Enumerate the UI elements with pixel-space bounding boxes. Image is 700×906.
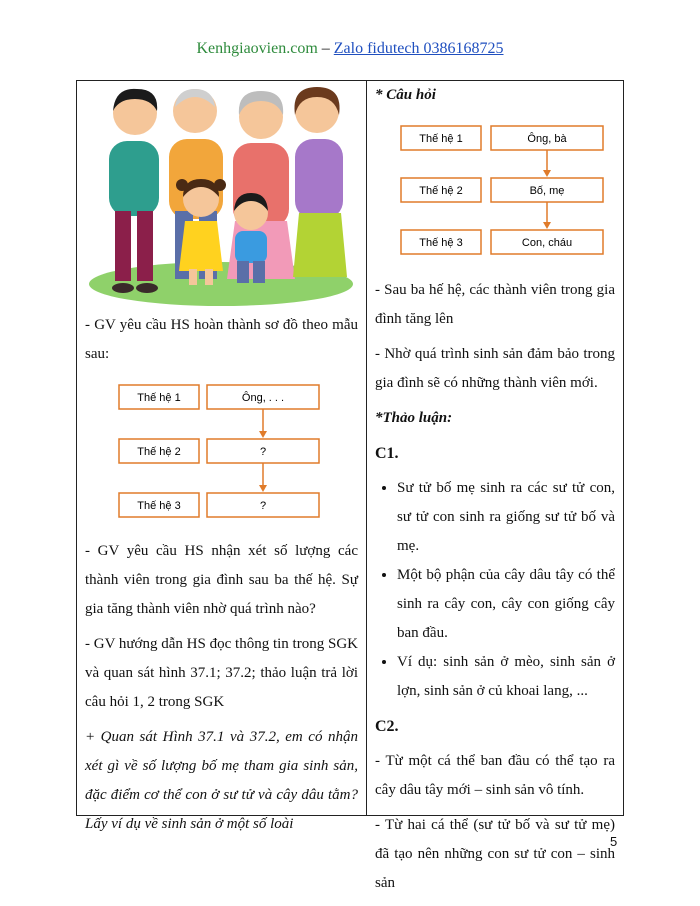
lesson-table [76,80,624,891]
answer-row-2 [401,178,603,202]
template-row-1 [119,385,319,409]
c1-label: C1. [375,445,399,462]
template-value-1: Ông, . . . [241,392,285,404]
father-figure [109,89,159,293]
page-header [0,40,700,58]
template-row-2 [119,439,319,463]
answer-arrowhead-2 [543,222,551,229]
answer-diagram [375,114,615,264]
answer-row-1 [401,126,603,150]
family-illustration [85,81,358,311]
answer-value-2: Bố, mẹ [529,185,565,197]
observation-task: - GV yêu cầu HS nhận xét số lượng các thành viên trong gia đình sau ba thế hệ. Sự gia tăng thành viên nhờ quá trình nào? [85,543,358,617]
answer-row-3 [401,230,603,254]
template-arrowhead-1 [259,431,267,438]
answer-1: - Sau ba hế hệ, các thành viên trong gia đình tăng lên [375,282,615,327]
discussion-heading: *Thảo luận: [375,410,453,426]
template-row-3 [119,493,319,517]
guidance-text: - GV hướng dẫn HS đọc thông tin trong SGK và quan sát hình 37.1; 37.2; thảo luận trả lời câu hỏi 1, 2 trong SGK [85,636,358,710]
template-gen-3: Thế hệ 3 [137,500,181,512]
header-link[interactable]: Zalo fidutech 0386168725 [333,40,504,57]
c1-item: • Một bộ phận của cây dâu tây có thể sinh ra cây con, cây con giống cây ban đầu. [397,561,615,648]
template-diagram [85,381,357,531]
question-text: + Quan sát Hình 37.1 và 37.2, em có nhận xét gì về số lượng bố mẹ tham gia sinh sản, đặc điểm cơ thể con ở sư tử và cây dâu tằm? Lấy ví dụ về sinh sản ở một số loài [85,729,358,832]
template-gen-2: Thế hệ 2 [137,446,181,458]
page-number: 5 [610,834,618,849]
mother-figure [293,87,347,277]
right-column [367,81,623,891]
template-value-3: ? [259,500,267,512]
c1-item: • Ví dụ: sinh sản ở mèo, sinh sản ở lợn, sinh sản ở củ khoai lang, ... [397,648,615,706]
template-gen-1: Thế hệ 1 [137,392,181,404]
answer-value-1: Ông, bà [527,133,567,145]
c2-label: C2. [375,718,399,735]
left-column [77,81,366,832]
header-site: Kenhgiaovien.com [196,40,318,57]
question-heading: * Câu hỏi [375,87,436,103]
answer-arrowhead-1 [543,170,551,177]
c1-item: • Sư tử bố mẹ sinh ra các sư tử con, sư tử con sinh ra giống sư tử bố và mẹ. [397,474,615,561]
answer-gen-3: Thế hệ 3 [419,237,463,249]
task-text: - GV yêu cầu HS hoàn thành sơ đồ theo mẫu sau: [85,317,358,362]
template-value-2: ? [259,446,267,458]
answer-gen-1: Thế hệ 1 [419,133,463,145]
header-separator: – [317,40,334,57]
answer-gen-2: Thế hệ 2 [419,185,463,197]
template-arrowhead-2 [259,485,267,492]
c2-paragraph-1: - Từ một cá thể ban đầu có thể tạo ra cây dâu tây mới – sinh sản vô tính. [375,753,615,798]
answer-value-3: Con, cháu [521,237,573,249]
c1-list [375,474,615,706]
family-image [85,81,357,311]
answer-2: - Nhờ quá trình sinh sản đảm bảo trong gia đình sẽ có những thành viên mới. [375,346,615,391]
c2-paragraph-2: - Từ hai cá thể (sư tử bố và sư tử mẹ) đã tạo nên những con sư tử con – sinh sản [375,817,615,891]
